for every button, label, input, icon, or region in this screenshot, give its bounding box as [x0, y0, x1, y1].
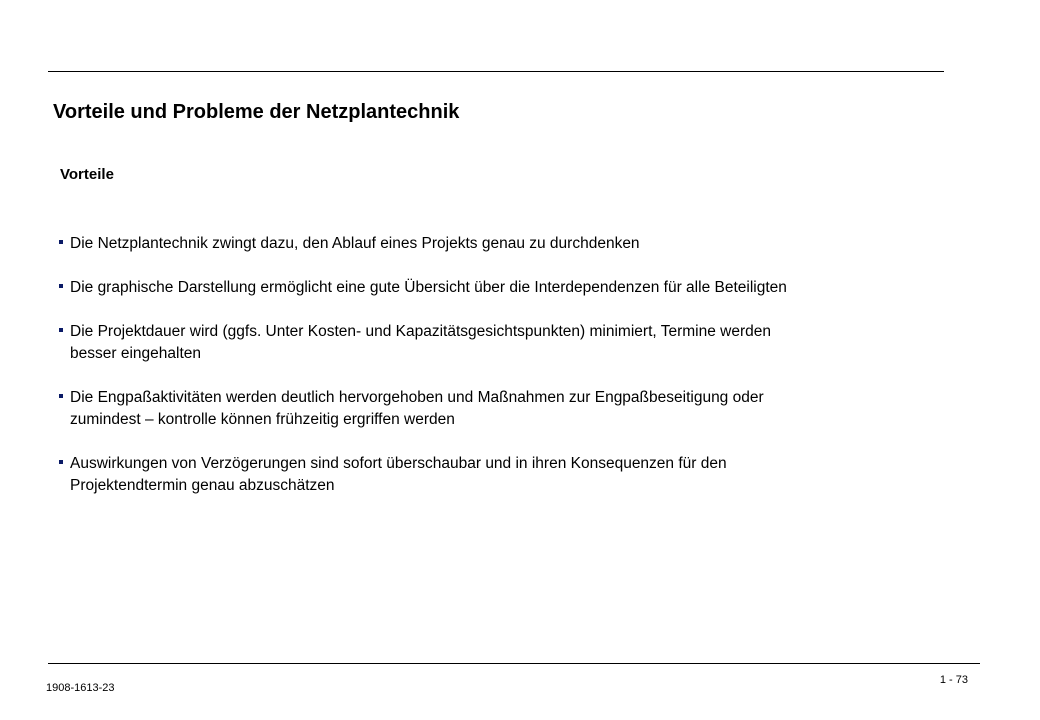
list-item-text: Die Engpaßaktivitäten werden deutlich hervorgehoben und Maßnahmen zur Engpaßbeseitigung oder — [70, 389, 764, 406]
list-item-text-continued: Projektendtermin genau abzuschätzen — [70, 477, 335, 494]
square-bullet-icon — [59, 328, 63, 332]
section-heading-vorteile: Vorteile — [60, 166, 114, 183]
bottom-divider — [48, 663, 980, 664]
list-item-text-continued: zumindest – kontrolle können frühzeitig ergriffen werden — [70, 411, 455, 428]
square-bullet-icon — [59, 460, 63, 464]
list-item-text-continued: besser eingehalten — [70, 345, 201, 362]
list-item-text: Die Netzplantechnik zwingt dazu, den Ablauf eines Projekts genau zu durchdenken — [70, 235, 640, 252]
list-item-text: Die Projektdauer wird (ggfs. Unter Kosten- und Kapazitätsgesichtspunkten) minimiert, Termine werden — [70, 323, 771, 340]
list-item-text: Die graphische Darstellung ermöglicht eine gute Übersicht über die Interdependenzen für alle Beteiligten — [70, 279, 787, 296]
advantages-list — [59, 233, 959, 519]
list-item — [59, 387, 959, 431]
top-divider — [48, 71, 944, 72]
square-bullet-icon — [59, 240, 63, 244]
list-item — [59, 277, 959, 299]
page-number: 1 - 73 — [939, 674, 968, 686]
square-bullet-icon — [59, 394, 63, 398]
document-id: 1908-1613-23 — [46, 682, 115, 694]
slide-title: Vorteile und Probleme der Netzplantechnik — [53, 101, 460, 123]
list-item — [59, 453, 959, 497]
list-item — [59, 321, 959, 365]
square-bullet-icon — [59, 284, 63, 288]
list-item-text: Auswirkungen von Verzögerungen sind sofort überschaubar und in ihren Konsequenzen für den — [70, 455, 727, 472]
list-item — [59, 233, 959, 255]
